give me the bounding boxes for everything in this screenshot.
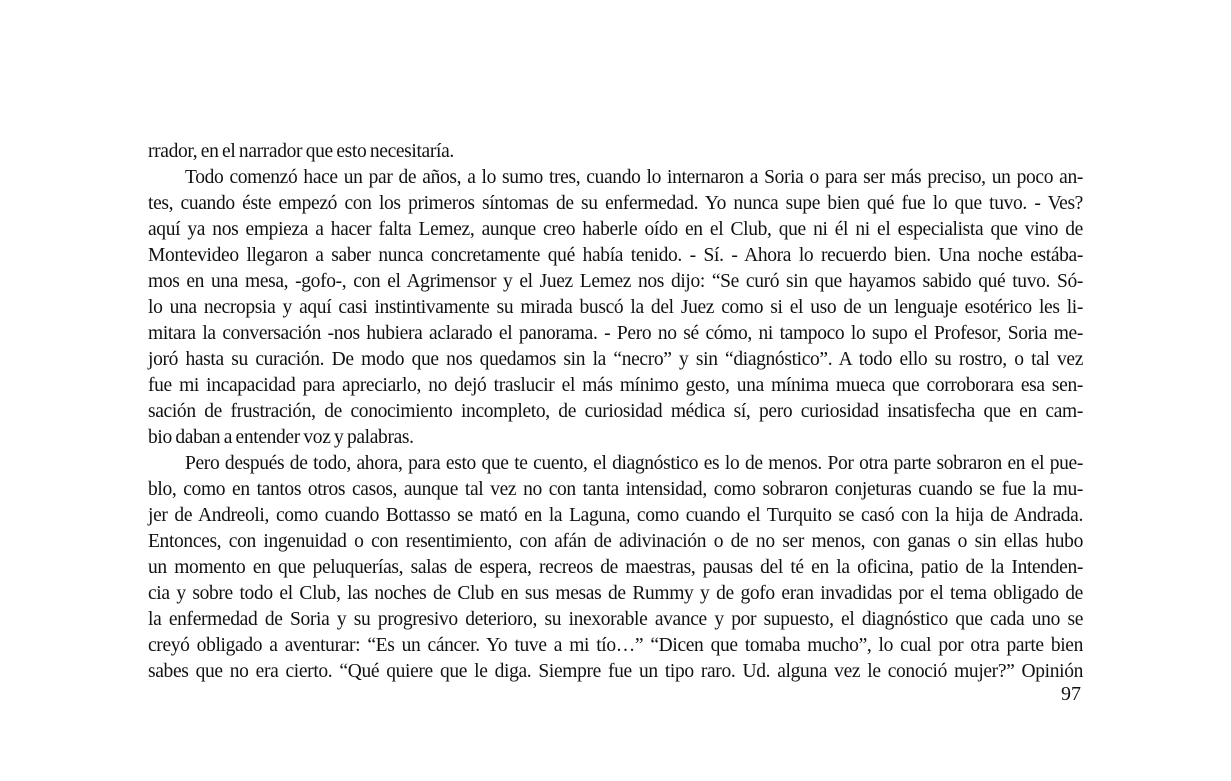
text-line: Pero después de todo, ahora, para esto que te cuento, el diagnóstico es lo de menos. Por otra parte sobraron en el pue- — [185, 453, 1083, 474]
text-line: bio daban a entender voz y palabras. — [148, 427, 414, 448]
text-line: mitara la conversación -nos hubiera aclarado el panorama. - Pero no sé cómo, ni tampoco lo supo el Profesor, Soria me- — [148, 323, 1083, 344]
text-line: un momento en que peluquerías, salas de espera, recreos de maestras, pausas del té en la oficina, patio de la Intenden- — [148, 557, 1083, 578]
text-line: jer de Andreoli, como cuando Bottasso se mató en la Laguna, como cuando el Turquito se casó con la hija de Andrada. — [148, 505, 1083, 526]
text-line: blo, como en tantos otros casos, aunque tal vez no con tanta intensidad, como sobraron conjeturas cuando se fue la mu- — [148, 479, 1083, 500]
text-line: joró hasta su curación. De modo que nos quedamos sin la “necro” y sin “diagnóstico”. A todo ello su rostro, o tal vez — [148, 349, 1083, 370]
text-line: tes, cuando éste empezó con los primeros síntomas de su enfermedad. Yo nunca supe bien qué fue lo que tuvo. - Ves? — [148, 193, 1083, 214]
text-line: la enfermedad de Soria y su progresivo deterioro, su inexorable avance y por supuesto, el diagnóstico que cada uno se — [148, 609, 1083, 630]
text-line: sación de frustración, de conocimiento incompleto, de curiosidad médica sí, pero curiosidad insatisfecha que en cam- — [148, 401, 1083, 422]
text-line: lo una necropsia y aquí casi instintivamente su mirada buscó la del Juez como si el uso de un lenguaje esotérico les li- — [148, 297, 1083, 318]
text-line: Montevideo llegaron a saber nunca concretamente qué había tenido. - Sí. - Ahora lo recuerdo bien. Una noche estába- — [148, 245, 1083, 266]
text-line: fue mi incapacidad para apreciarlo, no dejó traslucir el más mínimo gesto, una mínima mueca que corroborara esa sen- — [148, 375, 1083, 396]
text-line: Entonces, con ingenuidad o con resentimiento, con afán de adivinación o de no ser menos, con ganas o sin ellas hubo — [148, 531, 1083, 552]
text-line: creyó obligado a aventurar: “Es un cáncer. Yo tuve a mi tío…” “Dicen que tomaba mucho”, lo cual por otra parte bien — [148, 635, 1083, 656]
text-line: rrador, en el narrador que esto necesitaría. — [148, 141, 454, 162]
text-line: aquí ya nos empieza a hacer falta Lemez, aunque creo haberle oído en el Club, que ni él ni el especialista que vino de — [148, 219, 1083, 240]
text-line: sabes que no era cierto. “Qué quiere que le diga. Siempre fue un tipo raro. Ud. alguna vez le conoció mujer?” Opinión — [148, 661, 1083, 682]
text-line: mos en una mesa, -gofo-, con el Agrimensor y el Juez Lemez nos dijo: “Se curó sin que hayamos sabido qué tuvo. Só- — [148, 271, 1083, 292]
text-line: cia y sobre todo el Club, las noches de Club en sus mesas de Rummy y de gofo eran invadidas por el tema obligado de — [148, 583, 1083, 604]
text-line: Todo comenzó hace un par de años, a lo sumo tres, cuando lo internaron a Soria o para ser más preciso, un poco an- — [185, 167, 1083, 188]
page-number: 97 — [1061, 683, 1081, 705]
